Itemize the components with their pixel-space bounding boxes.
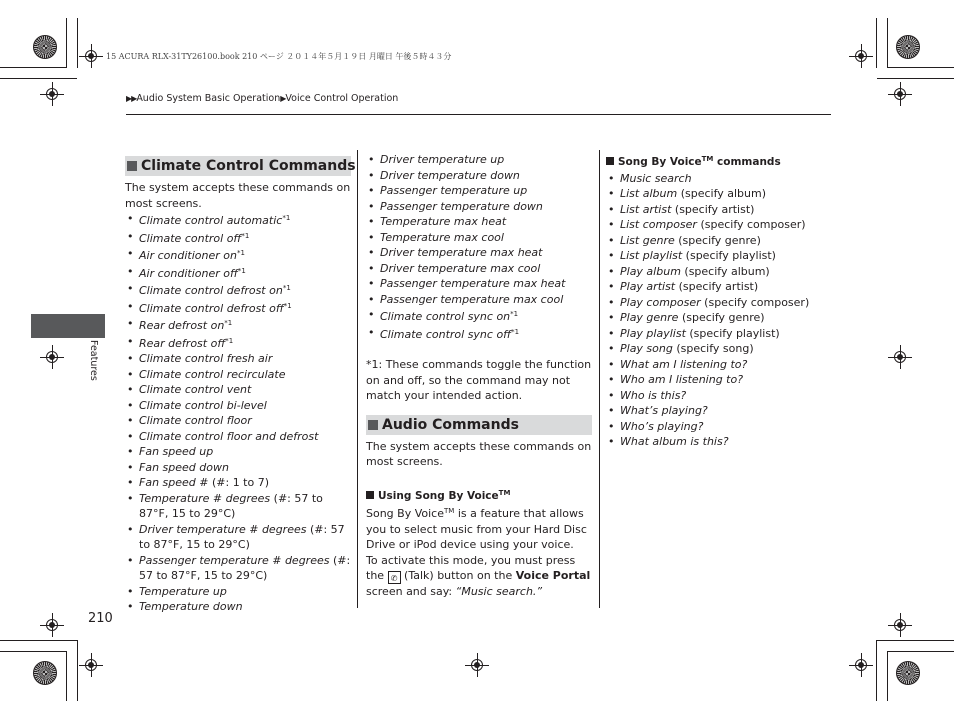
command-item: • Rear defrost off$^{*1}$ — [125, 334, 351, 352]
audio-intro: The system accepts these commands on most screens. — [366, 439, 592, 468]
breadcrumb-arrow-icon: ▶▶ — [126, 94, 137, 103]
crop-mark — [888, 651, 954, 652]
song-command-item: • What am I listening to? — [606, 357, 832, 373]
registration-mark-icon — [888, 345, 912, 369]
registration-mark-icon — [849, 44, 873, 68]
song-command-item: • List artist (specify artist) — [606, 202, 832, 218]
command-item: • Passenger temperature # degrees (#: 57 to 87°F, 15 to 29°C) — [125, 553, 351, 584]
column-divider — [599, 150, 600, 608]
song-command-item: • Play album (specify album) — [606, 264, 832, 280]
command-item: • Passenger temperature up — [366, 183, 592, 199]
command-item: • Climate control sync off$^{*1}$ — [366, 325, 592, 343]
command-item: • Passenger temperature down — [366, 199, 592, 215]
chapter-label: Features — [88, 340, 99, 381]
song-command-item: • Play composer (specify composer) — [606, 295, 832, 311]
command-item: • Air conditioner off$^{*1}$ — [125, 264, 351, 282]
registration-mark-icon — [465, 653, 489, 677]
command-item: • Fan speed down — [125, 460, 351, 476]
music-search-quote: “Music search.” — [455, 585, 543, 598]
song-command-item: • List composer (specify composer) — [606, 217, 832, 233]
column-middle — [366, 152, 592, 600]
command-item: • Air conditioner $on^{*1}$ — [125, 246, 351, 264]
breadcrumb-arrow-icon: ▶ — [280, 94, 286, 103]
command-item: • Fan speed up — [125, 444, 351, 460]
command-item: • Rear defrost $on^{*1}$ — [125, 316, 351, 334]
command-item: • Climate control recirculate — [125, 367, 351, 383]
command-item: • Climate control defrost off$^{*1}$ — [125, 299, 351, 317]
section-heading-climate: Climate Control Commands — [125, 156, 351, 176]
song-by-voice-description: Song By Voice™ is a feature that allows you to select music from your Hard Disc Drive or iPod device using your voice. — [366, 507, 587, 551]
crop-mark — [887, 18, 888, 68]
climate-command-list-continued — [366, 152, 592, 342]
breadcrumb-link-audio-system[interactable]: Audio System Basic Operation — [136, 93, 281, 104]
crop-mark — [876, 640, 877, 701]
header-rule — [126, 114, 831, 115]
registration-mark-icon — [40, 613, 64, 637]
command-item: • Climate control floor — [125, 413, 351, 429]
square-bullet-icon — [606, 157, 614, 165]
command-item: • Temperature max heat — [366, 214, 592, 230]
command-item: • Temperature # degrees (#: 57 to 87°F, 15 to 29°C) — [125, 491, 351, 522]
breadcrumb-current: Voice Control Operation — [285, 93, 399, 104]
command-item: • Fan speed # (#: 1 to 7) — [125, 475, 351, 491]
color-rosette-icon — [896, 35, 920, 59]
command-item: • Temperature up — [125, 584, 351, 600]
chapter-tab — [31, 314, 105, 338]
crop-mark — [887, 651, 888, 701]
column-climate — [125, 156, 356, 615]
command-item: • Climate control fresh air — [125, 351, 351, 367]
registration-mark-icon — [40, 345, 64, 369]
song-command-item: • Play song (specify song) — [606, 341, 832, 357]
crop-mark — [877, 640, 954, 641]
command-item: • Climate control defrost $on^{*1}$ — [125, 281, 351, 299]
crop-mark — [877, 78, 954, 79]
column-song-commands — [606, 152, 832, 450]
command-item: • Driver temperature up — [366, 152, 592, 168]
command-item: • Driver temperature max heat — [366, 245, 592, 261]
command-item: • Temperature max cool — [366, 230, 592, 246]
song-command-item: • Who is this? — [606, 388, 832, 404]
page-number: 210 — [88, 611, 113, 626]
song-command-list — [606, 171, 832, 450]
song-command-item: • What album is this? — [606, 434, 832, 450]
command-item: • Climate control automatic$^{*1}$ — [125, 211, 351, 229]
talk-button-icon: ✆ — [388, 571, 401, 584]
command-item: • Climate control vent — [125, 382, 351, 398]
color-rosette-icon — [33, 35, 57, 59]
song-command-item: • Who am I listening to? — [606, 372, 832, 388]
crop-mark — [66, 18, 67, 68]
column-divider — [357, 150, 358, 608]
song-command-item: • Play artist (specify artist) — [606, 279, 832, 295]
song-command-item: • Who’s playing? — [606, 419, 832, 435]
activation-instructions: To activate this mode, you must press the ✆ (Talk) button on the Voice Portal screen and say: “Music search.” — [366, 553, 591, 598]
square-bullet-icon — [368, 420, 378, 430]
command-item: • Driver temperature max cool — [366, 261, 592, 277]
square-bullet-icon — [127, 161, 137, 171]
song-command-item: • List playlist (specify playlist) — [606, 248, 832, 264]
registration-mark-icon — [888, 82, 912, 106]
song-command-item: • Play genre (specify genre) — [606, 310, 832, 326]
song-command-item: • Music search — [606, 171, 832, 187]
command-item: • Climate control bi-level — [125, 398, 351, 414]
crop-mark — [0, 67, 66, 68]
color-rosette-icon — [896, 661, 920, 685]
crop-mark — [0, 78, 77, 79]
command-item: • Temperature down — [125, 599, 351, 615]
climate-command-list — [125, 211, 351, 615]
crop-mark — [66, 651, 67, 701]
section-heading-audio: Audio Commands — [366, 415, 592, 435]
print-info: 15 ACURA RLX-31TY26100.book 210 ページ ２０１４年５月１９日 月曜日 午後５時４３分 — [106, 52, 452, 61]
command-item: • Climate control sync $on^{*1}$ — [366, 307, 592, 325]
color-rosette-icon — [33, 661, 57, 685]
crop-mark — [876, 18, 877, 68]
song-command-item: • Play playlist (specify playlist) — [606, 326, 832, 342]
command-item: • Driver temperature # degrees (#: 57 to 87°F, 15 to 29°C) — [125, 522, 351, 553]
crop-mark — [77, 18, 78, 68]
climate-intro: The system accepts these commands on most screens. — [125, 181, 351, 210]
crop-mark — [0, 640, 77, 641]
subheading-song-by-voice: Using Song By Voice™ — [366, 486, 592, 505]
command-item: • Passenger temperature max heat — [366, 276, 592, 292]
song-command-item: • What’s playing? — [606, 403, 832, 419]
voice-portal-label: Voice Portal — [515, 569, 591, 582]
registration-mark-icon — [79, 653, 103, 677]
command-item: • Climate control off$^{*1}$ — [125, 229, 351, 247]
command-item: • Climate control floor and defrost — [125, 429, 351, 445]
song-command-item: • List genre (specify genre) — [606, 233, 832, 249]
footnote: *1: These commands toggle the function on and off, so the command may not match your intended action. — [366, 358, 592, 402]
registration-mark-icon — [79, 44, 103, 68]
song-command-item: • List album (specify album) — [606, 186, 832, 202]
breadcrumb — [126, 93, 398, 104]
crop-mark — [888, 67, 954, 68]
subheading-song-by-voice-commands: Song By Voice™ commands — [606, 152, 832, 171]
crop-mark — [0, 651, 66, 652]
command-item: • Driver temperature down — [366, 168, 592, 184]
registration-mark-icon — [888, 613, 912, 637]
crop-mark — [77, 640, 78, 701]
command-item: • Passenger temperature max cool — [366, 292, 592, 308]
square-bullet-icon — [366, 491, 374, 499]
registration-mark-icon — [40, 82, 64, 106]
registration-mark-icon — [849, 653, 873, 677]
